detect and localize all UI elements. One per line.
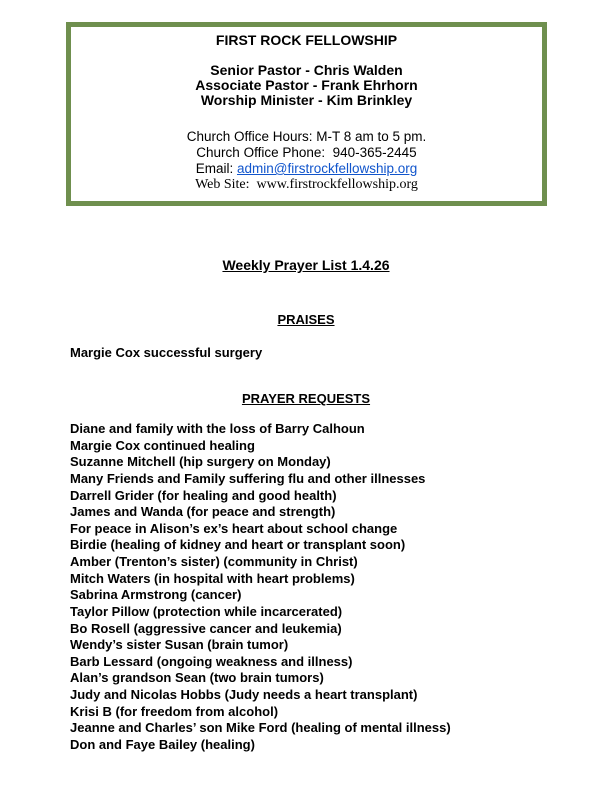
office-info bbox=[71, 129, 542, 193]
prayer-request-item: Birdie (healing of kidney and heart or transplant soon) bbox=[70, 537, 406, 553]
praises-list bbox=[70, 344, 550, 361]
prayer-request-item: Taylor Pillow (protection while incarcerated) bbox=[70, 603, 343, 619]
prayer-request-item: Alan’s grandson Sean (two brain tumors) bbox=[70, 670, 324, 686]
prayer-request-item: Judy and Nicolas Hobbs (Judy needs a heart transplant) bbox=[70, 687, 418, 702]
office-phone-line: Church Office Phone: 940-365-2445 bbox=[196, 145, 417, 160]
prayer-request-item: Bo Rosell (aggressive cancer and leukemia) bbox=[70, 620, 342, 636]
prayer-requests-heading: PRAYER REQUESTS bbox=[241, 391, 371, 406]
prayer-request-item: Amber (Trenton’s sister) (community in Christ) bbox=[70, 554, 358, 569]
prayer-request-list bbox=[70, 421, 570, 754]
prayer-request-item: Wendy’s sister Susan (brain tumor) bbox=[70, 637, 289, 653]
website-url: www.firstrockfellowship.org bbox=[256, 177, 418, 192]
office-hours-line: Church Office Hours: M-T 8 am to 5 pm. bbox=[186, 129, 427, 144]
staff-list bbox=[71, 63, 542, 108]
praise-item: Margie Cox successful surgery bbox=[70, 345, 263, 360]
prayer-request-item: Mitch Waters (in hospital with heart problems) bbox=[70, 570, 355, 586]
prayer-request-item: Barb Lessard (ongoing weakness and illness) bbox=[70, 653, 353, 669]
website-line bbox=[71, 177, 542, 193]
prayer-request-item: Don and Faye Bailey (healing) bbox=[70, 736, 255, 752]
email-line bbox=[71, 161, 542, 177]
website-label: Web Site: bbox=[195, 177, 257, 192]
email-label: Email: bbox=[195, 161, 237, 176]
prayer-request-item: Jeanne and Charles’ son Mike Ford (healing of mental illness) bbox=[70, 720, 451, 736]
email-link[interactable]: admin@firstrockfellowship.org bbox=[236, 161, 418, 176]
page-title: Weekly Prayer List 1.4.26 bbox=[222, 257, 390, 273]
prayer-request-item: Krisi B (for freedom from alcohol) bbox=[70, 703, 279, 719]
prayer-request-item: Darrell Grider (for healing and good health) bbox=[70, 487, 337, 503]
prayer-request-item: Sabrina Armstrong (cancer) bbox=[70, 587, 242, 603]
prayer-request-item: Many Friends and Family suffering flu and other illnesses bbox=[70, 470, 426, 486]
staff-line: Associate Pastor - Frank Ehrhorn bbox=[195, 77, 418, 93]
prayer-request-item: For peace in Alison’s ex’s heart about school change bbox=[70, 520, 398, 536]
staff-line: Senior Pastor - Chris Walden bbox=[210, 62, 403, 78]
prayer-request-item: Margie Cox continued healing bbox=[70, 437, 255, 453]
staff-line: Worship Minister - Kim Brinkley bbox=[200, 92, 413, 108]
church-info-box bbox=[66, 22, 547, 206]
prayer-request-item: James and Wanda (for peace and strength) bbox=[70, 504, 336, 520]
prayer-request-item: Suzanne Mitchell (hip surgery on Monday) bbox=[70, 454, 331, 470]
church-name: FIRST ROCK FELLOWSHIP bbox=[215, 32, 398, 48]
prayer-request-item: Diane and family with the loss of Barry Calhoun bbox=[70, 421, 365, 436]
praises-heading: PRAISES bbox=[277, 312, 335, 327]
